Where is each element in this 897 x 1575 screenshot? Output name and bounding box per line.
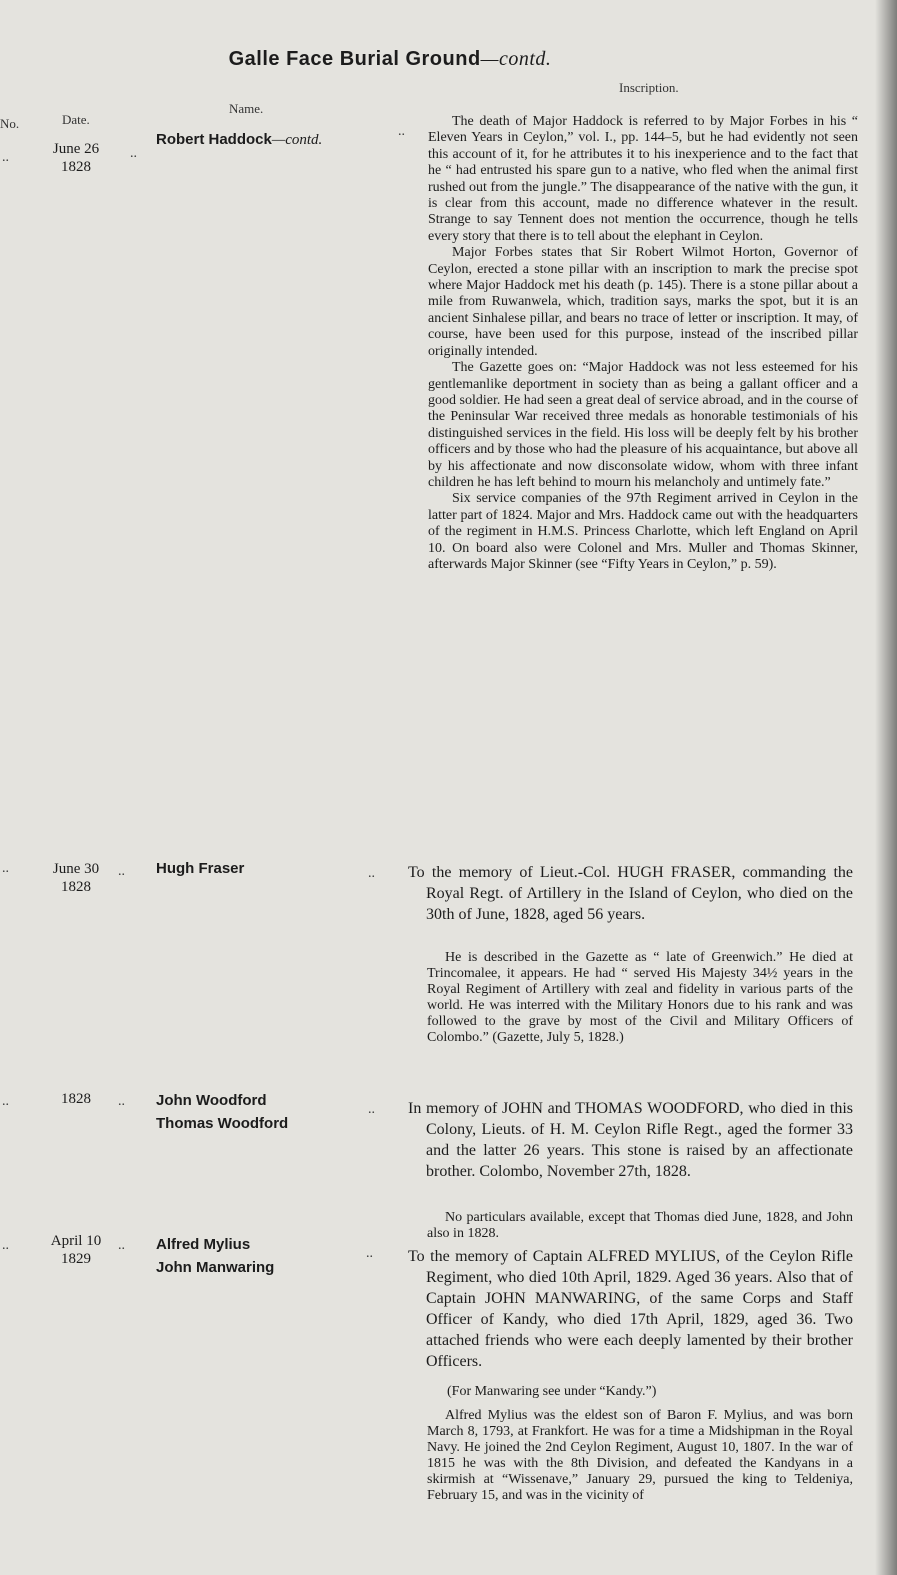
memorial-text: In memory of JOHN and THOMAS WOODFORD, who died in this Colony, Lieuts. of H. M. Ceylon Rifle Regt., aged the former 33 and the latter 26 years. This stone is raised by an affectionate brother. Colombo, November 27th, 1828. xyxy=(408,1100,853,1180)
leader-dots: .. xyxy=(118,1094,125,1109)
leader-dots: .. xyxy=(368,1102,375,1117)
header-no: No. xyxy=(0,116,20,131)
inscription-paragraph: Major Forbes states that Sir Robert Wilmot Horton, Governor of Ceylon, erected a stone pillar with an inscription to mark the precise spot where Major Haddock met his death (p. 145). There is a stone pillar about a mile from Ruwanwela, which, tradition says, marks the spot, but it is an ancient Sinhalese pillar, and bears no trace of letter or inscription. It may, of course, have been used for this purpose, instead of the inscribed pillar originally intended. xyxy=(428,245,858,359)
note-text: He is described in the Gazette as “ late of Greenwich.” He died at Trincomalee, it appears. He had “ served His Majesty 34½ years in the Royal Regiment of Artillery with zeal and fidelity in various parts of the world. He was interred with the Military Honors due to his rank and was followed to the grave by most of the Civil and Military Officers of Colombo.” (Gazette, July 5, 1828.) xyxy=(427,950,853,1045)
memorial-text: To the memory of Captain ALFRED MYLIUS, of the Ceylon Rifle Regiment, who died 10th April, 1829. Aged 36 years. Also that of Captain JOHN MANWARING, of the same Corps and Staff Officer of Kandy, who died 17th April, 1829, aged 36. Two attached friends who were each deeply lamented by their brother Officers. xyxy=(408,1248,853,1370)
entry-name xyxy=(156,1233,274,1279)
date-year: 1828 xyxy=(61,159,91,175)
entry-date xyxy=(30,1232,122,1268)
date-day: April 10 xyxy=(50,1233,102,1249)
date-day: June 26 xyxy=(52,141,100,157)
memorial-inscription xyxy=(408,1246,853,1372)
entry-date xyxy=(30,1090,122,1108)
entry-note xyxy=(427,1210,853,1242)
entry-note xyxy=(427,950,853,1046)
entry-date xyxy=(30,140,122,176)
header-name: Name. xyxy=(229,101,264,116)
name-line: Thomas Woodford xyxy=(156,1115,289,1132)
entry-no: .. xyxy=(2,150,9,165)
entry-no: .. xyxy=(2,1094,9,1109)
inscription-paragraph: The Gazette goes on: “Major Haddock was not less esteemed for his gentlemanlike deportment in society than as being a gallant officer and a good soldier. He had seen a great deal of service abroad, and in the course of the Peninsular War received three medals as honorable testimonials of his distinguished services in the field. His loss will be deeply felt by his brother officers and by those who had the pleasure of his acquaintance, but above all by his affectionate and now disconsolate widow, whom with three infant children he has left behind to mourn his melancholy and untimely fate.” xyxy=(428,360,858,490)
page-title: Galle Face Burial Ground—contd. xyxy=(228,48,552,70)
entry-note xyxy=(427,1384,853,1504)
entry-name: Hugh Fraser xyxy=(156,860,245,877)
leader-dots: .. xyxy=(118,1238,125,1253)
leader-dots: .. xyxy=(366,1246,373,1261)
entry-no: .. xyxy=(2,1238,9,1253)
inscription-paragraph: The death of Major Haddock is referred to by Major Forbes in his “ Eleven Years in Ceylon,” vol. I., pp. 144–5, but he had evidently not seen this account of it, for he attributes it to his inexperience and to the fact that he “ had entrusted his spare gun to a native, who fled when the animal first rushed out from the jungle.” The disappearance of the native with the gun, it is clear from this account, made no difference whatever in the result. Strange to say Tennent does not mention the occurrence, though he tells every story that there is to tell about the elephant in Ceylon. xyxy=(428,114,858,244)
see-also-text: (For Manwaring see under “Kandy.”) xyxy=(447,1384,657,1399)
header-inscription: Inscription. xyxy=(619,80,679,95)
inscription-paragraph: Six service companies of the 97th Regiment arrived in Ceylon in the latter part of 1824. Major and Mrs. Haddock came out with the headquarters of the regiment in H.M.S. Princess Charlotte, which left England on April 10. On board also were Colonel and Mrs. Muller and Thomas Skinner, afterwards Major Skinner (see “Fifty Years in Ceylon,” p. 59). xyxy=(428,491,858,572)
entry-name: Robert Haddock—contd. xyxy=(156,131,323,148)
leader-dots: .. xyxy=(118,864,125,879)
page-edge-shadow xyxy=(875,0,897,1575)
leader-dots: .. xyxy=(130,146,137,161)
note-text: Alfred Mylius was the eldest son of Baron F. Mylius, and was born March 8, 1793, at Frankfort. He was for a time a Midshipman in the Royal Navy. He joined the 2nd Ceylon Regiment, August 10, 1807. In the war of 1815 he was with the 8th Division, and defeated the Kandyans in a skirmish at “Wissenave,” January 29, pursued the king to Teldeniya, February 15, and was in the vicinity of xyxy=(427,1408,853,1503)
leader-dots: .. xyxy=(368,866,375,881)
inscription-text xyxy=(428,114,858,573)
leader-dots: .. xyxy=(398,124,405,139)
header-date: Date. xyxy=(62,112,90,127)
entry-date xyxy=(30,860,122,896)
memorial-text: To the memory of Lieut.-Col. HUGH FRASER, commanding the Royal Regt. of Artillery in the Island of Ceylon, who died on the 30th of June, 1828, aged 56 years. xyxy=(408,864,853,923)
name-line: John Woodford xyxy=(156,1092,267,1109)
date-year: 1828 xyxy=(61,1091,91,1107)
memorial-inscription xyxy=(408,1098,853,1182)
entry-no: .. xyxy=(2,861,9,876)
date-year: 1828 xyxy=(61,879,91,895)
note-text: No particulars available, except that Thomas died June, 1828, and John also in 1828. xyxy=(427,1210,853,1241)
date-day: June 30 xyxy=(52,861,100,877)
memorial-inscription xyxy=(408,862,853,925)
name-line: Alfred Mylius xyxy=(156,1236,251,1253)
name-line: John Manwaring xyxy=(156,1259,275,1276)
date-year: 1829 xyxy=(61,1251,91,1267)
entry-name xyxy=(156,1089,288,1135)
